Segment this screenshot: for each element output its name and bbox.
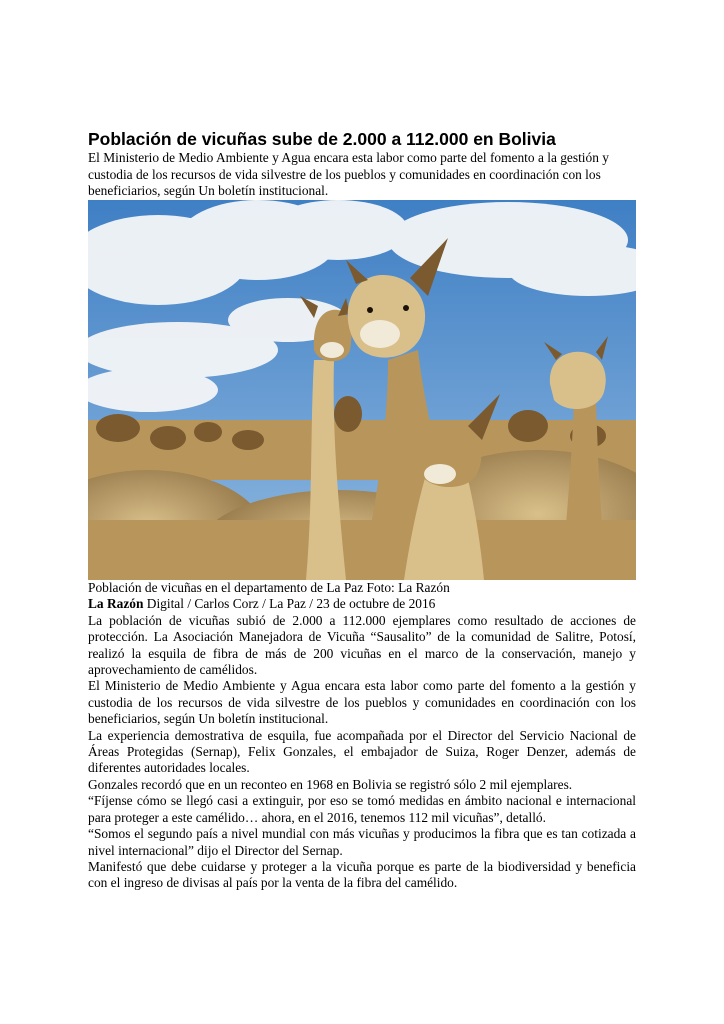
byline-details: Digital / Carlos Corz / La Paz / 23 de octubre de 2016 bbox=[143, 596, 436, 612]
article-byline bbox=[88, 596, 636, 612]
article-headline: Población de vicuñas sube de 2.000 a 112.000 en Bolivia bbox=[88, 129, 556, 149]
article-paragraph: “Fíjense cómo se llegó casi a extinguir, por eso se tomó medidas en ámbito nacional e internacional para proteger a este camélido… ahora, en el 2016, tenemos 112 mil vicuñas”, detalló. bbox=[88, 793, 636, 825]
article-paragraph: La experiencia demostrativa de esquila, fue acompañada por el Director del Servicio Nacional de Áreas Protegidas (Sernap), Felix Gonzales, el embajador de Suiza, Roger Denzer, además de diferentes autoridades locales. bbox=[88, 727, 636, 776]
article-paragraph: El Ministerio de Medio Ambiente y Agua encara esta labor como parte del fomento a la gestión y custodia de los recursos de vida silvestre de los pueblos y comunidades en coordinación con los beneficiarios, según Un boletín institucional. bbox=[88, 678, 636, 727]
article-paragraph: Gonzales recordó que en un reconteo en 1968 en Bolivia se registró sólo 2 mil ejemplares. bbox=[88, 776, 573, 792]
article-paragraph: Manifestó que debe cuidarse y proteger a la vicuña porque es parte de la biodiversidad y beneficia con el ingreso de divisas al país por la venta de la fibra del camélido. bbox=[88, 858, 636, 891]
vicuna-photo bbox=[88, 200, 636, 580]
byline-source: La Razón bbox=[88, 596, 144, 612]
article-paragraph: La población de vicuñas subió de 2.000 a 112.000 ejemplares como resultado de acciones de protección. La Asociación Manejadora de Vicuña “Sausalito” de la comunidad de Salitre, Potosí, realizó la esquila de fibra de más de 200 vicuñas en el marco de la conservación, manejo y aprovechamiento de camélidos. bbox=[88, 612, 636, 678]
article-body bbox=[88, 580, 636, 892]
article-paragraph: “Somos el segundo país a nivel mundial con más vicuñas y producimos la fibra que es tan cotizada a nivel internacional” dijo el Director del Sernap. bbox=[88, 826, 636, 858]
photo-caption: Población de vicuñas en el departamento de La Paz Foto: La Razón bbox=[88, 580, 450, 595]
article-lede: El Ministerio de Medio Ambiente y Agua encara esta labor como parte del fomento a la gestión y custodia de los recursos de vida silvestre de los pueblos y comunidades en coordinación con los beneficiarios, según Un boletín institucional. bbox=[88, 150, 609, 199]
